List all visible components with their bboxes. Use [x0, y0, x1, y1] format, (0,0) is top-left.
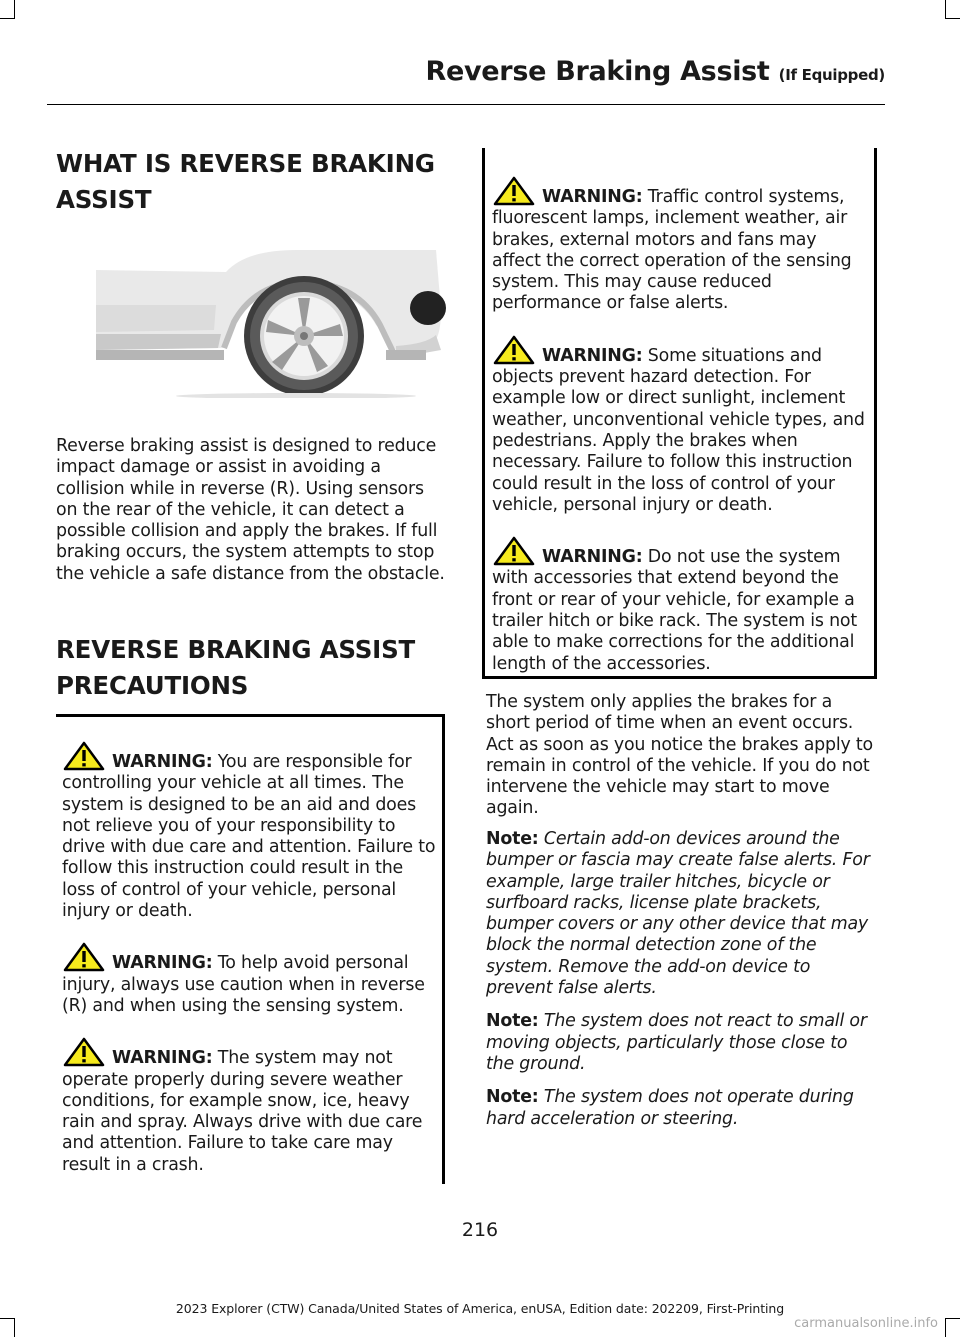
note-label: Note:: [486, 829, 539, 849]
crop-mark: [14, 0, 15, 18]
note-text: The system does not operate during hard acceleration or steering.: [486, 1087, 854, 1129]
note-label: Note:: [486, 1011, 539, 1032]
warning-text: Do not use the system with accessories that extend beyond the front or rear of your vehicle, for example a trailer hitch or bike rack. The system is not able to make corrections for the additional length of the accessories.: [492, 547, 857, 674]
warning-triangle-icon: [62, 741, 106, 771]
crop-mark: [0, 1318, 15, 1319]
page-number: 216: [461, 1219, 499, 1241]
notes-list: [486, 829, 878, 1130]
warning-box: [482, 148, 877, 679]
warning-label: WARNING:: [112, 752, 213, 772]
note-item: [486, 1087, 878, 1130]
note-label: Note:: [486, 1087, 539, 1108]
warning-label: WARNING:: [542, 345, 643, 366]
section-heading-precautions: [56, 632, 448, 704]
warning-box: [56, 714, 445, 1184]
system-paragraph-text: The system only applies the brakes for a short period of time when an event occurs. Act as soon as you notice the brakes apply to remain in control of the vehicle. If you do not intervene the vehicle may start to move again.: [486, 692, 873, 819]
warning-triangle-icon: [492, 536, 536, 566]
intro-paragraph: [56, 436, 448, 585]
warning-label: WARNING:: [542, 547, 643, 568]
watermark: carmanualsonline.info: [794, 1316, 938, 1331]
crop-mark: [945, 1318, 960, 1319]
page-title-text: Reverse Braking Assist: [425, 56, 770, 87]
warning-list: [492, 176, 868, 675]
crop-mark: [945, 0, 946, 18]
note-item: [486, 829, 878, 999]
warning-item: [62, 1037, 436, 1176]
heading-line: REVERSE BRAKING ASSIST: [56, 635, 416, 664]
vehicle-rear-wheel-illustration: [96, 250, 448, 398]
warning-item: [492, 335, 868, 516]
warning-label: WARNING:: [542, 187, 643, 207]
heading-line: PRECAUTIONS: [56, 671, 249, 700]
warning-item: [62, 942, 436, 1017]
warning-text: Some situations and objects prevent hazard detection. For example low or direct sunlight, inclement weather, unconventional vehicle types, and pedestrians. Apply the brakes when necessary. Failure to follow this instruction could result in the loss of control of your vehicle, personal injury or death.: [492, 345, 865, 515]
crop-mark: [945, 1318, 946, 1337]
note-item: [486, 1011, 878, 1075]
warning-label: WARNING:: [112, 1048, 213, 1069]
crop-mark: [14, 1318, 15, 1337]
warning-text: Traffic control systems, fluorescent lamps, inclement weather, air brakes, external motors and fans may affect the correct operation of the sensing system. This may cause reduced performance or false alerts.: [492, 187, 852, 314]
warning-triangle-icon: [492, 176, 536, 206]
warning-item: [492, 536, 868, 675]
crop-mark: [0, 18, 15, 19]
system-paragraph: [486, 692, 878, 820]
heading-line: WHAT IS REVERSE BRAKING: [56, 149, 435, 178]
heading-line: ASSIST: [56, 185, 152, 214]
note-text: Certain add-on devices around the bumper or fascia may create false alerts. For example, large trailer hitches, bicycle or surfboard racks, license plate brackets, bumper covers or any other device that may block the normal detection zone of the system. Remove the add-on device to prevent false alerts.: [486, 829, 870, 999]
warning-triangle-icon: [62, 942, 106, 972]
header-divider: [47, 104, 885, 105]
warning-text: To help avoid personal injury, always use caution when in reverse (R) and when using the sensing system.: [62, 953, 425, 1016]
warning-item: [492, 176, 868, 315]
warning-box-bottom-right-rule: [442, 1183, 445, 1184]
page-title-qualifier: (If Equipped): [778, 66, 885, 84]
crop-mark: [945, 18, 960, 19]
warning-text: The system may not operate properly during severe weather conditions, for example snow, ice, heavy rain and spray. Always drive with due care and attention. Failure to take care may result in a crash.: [62, 1048, 423, 1175]
warning-item: [62, 741, 436, 922]
footer-edition-info: 2023 Explorer (CTW) Canada/United States of America, enUSA, Edition date: 202209, First-Printing: [175, 1301, 785, 1316]
note-text: The system does not react to small or moving objects, particularly those close to the ground.: [486, 1011, 867, 1074]
warning-text: You are responsible for controlling your vehicle at all times. The system is designed to be an aid and does not relieve you of your responsibility to drive with due care and attention. Failure to follow this instruction could result in the loss of control of your vehicle, personal injury or death.: [62, 752, 436, 922]
warning-triangle-icon: [62, 1037, 106, 1067]
warning-list: [62, 741, 436, 1176]
warning-triangle-icon: [492, 335, 536, 365]
warning-label: WARNING:: [112, 953, 213, 974]
page-title: [0, 56, 885, 87]
section-heading-what-is: [56, 146, 448, 218]
intro-text: Reverse braking assist is designed to reduce impact damage or assist in avoiding a collision while in reverse (R). Using sensors on the rear of the vehicle, it can detect a possible collision and apply the brakes. If full braking occurs, the system attempts to stop the vehicle a safe distance from the obstacle.: [56, 436, 445, 584]
